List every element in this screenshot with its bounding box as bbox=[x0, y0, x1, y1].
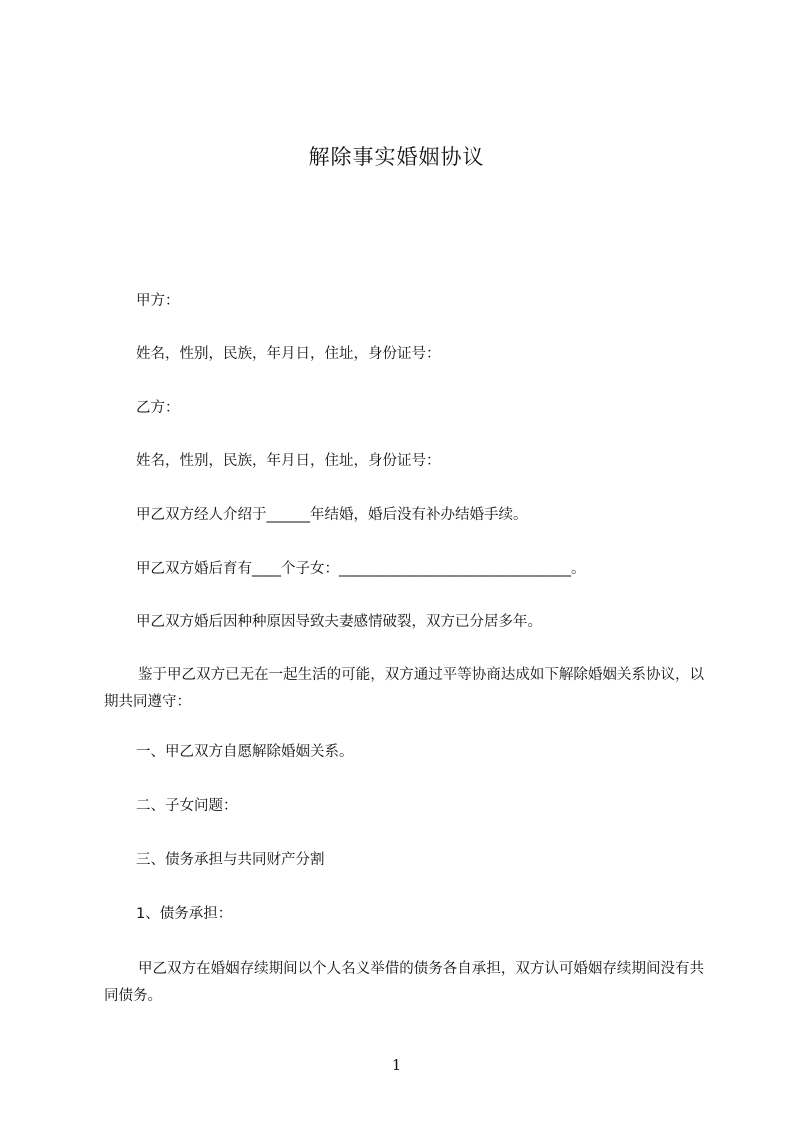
agreement-preamble: 鉴于甲乙双方已无在一起生活的可能，双方通过平等协商达成如下解除婚姻关系协议，以期共同遵守： bbox=[104, 667, 704, 710]
document-title: 解除事实婚姻协议 bbox=[308, 145, 485, 169]
clause-2: 二、子女问题： bbox=[136, 798, 238, 814]
clause-3: 三、债务承担与共同财产分割 bbox=[136, 852, 325, 868]
clause-1: 一、甲乙双方自愿解除婚姻关系。 bbox=[136, 744, 354, 760]
children-statement: 甲乙双方婚后育有____个子女：________________________________。 bbox=[136, 561, 586, 577]
party-a-details: 姓名，性别，民族，年月日，住址，身份证号： bbox=[136, 346, 441, 362]
marriage-statement: 甲乙双方经人介绍于______年结婚，婚后没有补办结婚手续。 bbox=[136, 507, 528, 523]
party-b-details: 姓名，性别，民族，年月日，住址，身份证号： bbox=[136, 453, 441, 469]
separation-statement: 甲乙双方婚后因种种原因导致夫妻感情破裂，双方已分居多年。 bbox=[136, 614, 542, 630]
party-b-label: 乙方： bbox=[136, 400, 180, 416]
debt-paragraph: 甲乙双方在婚姻存续期间以个人名义举借的债务各自承担，双方认可婚姻存续期间没有共同债务。 bbox=[104, 961, 704, 1004]
party-a-label: 甲方： bbox=[136, 293, 180, 309]
page-number: 1 bbox=[391, 1056, 402, 1074]
clause-3-1: 1、债务承担： bbox=[136, 906, 233, 922]
